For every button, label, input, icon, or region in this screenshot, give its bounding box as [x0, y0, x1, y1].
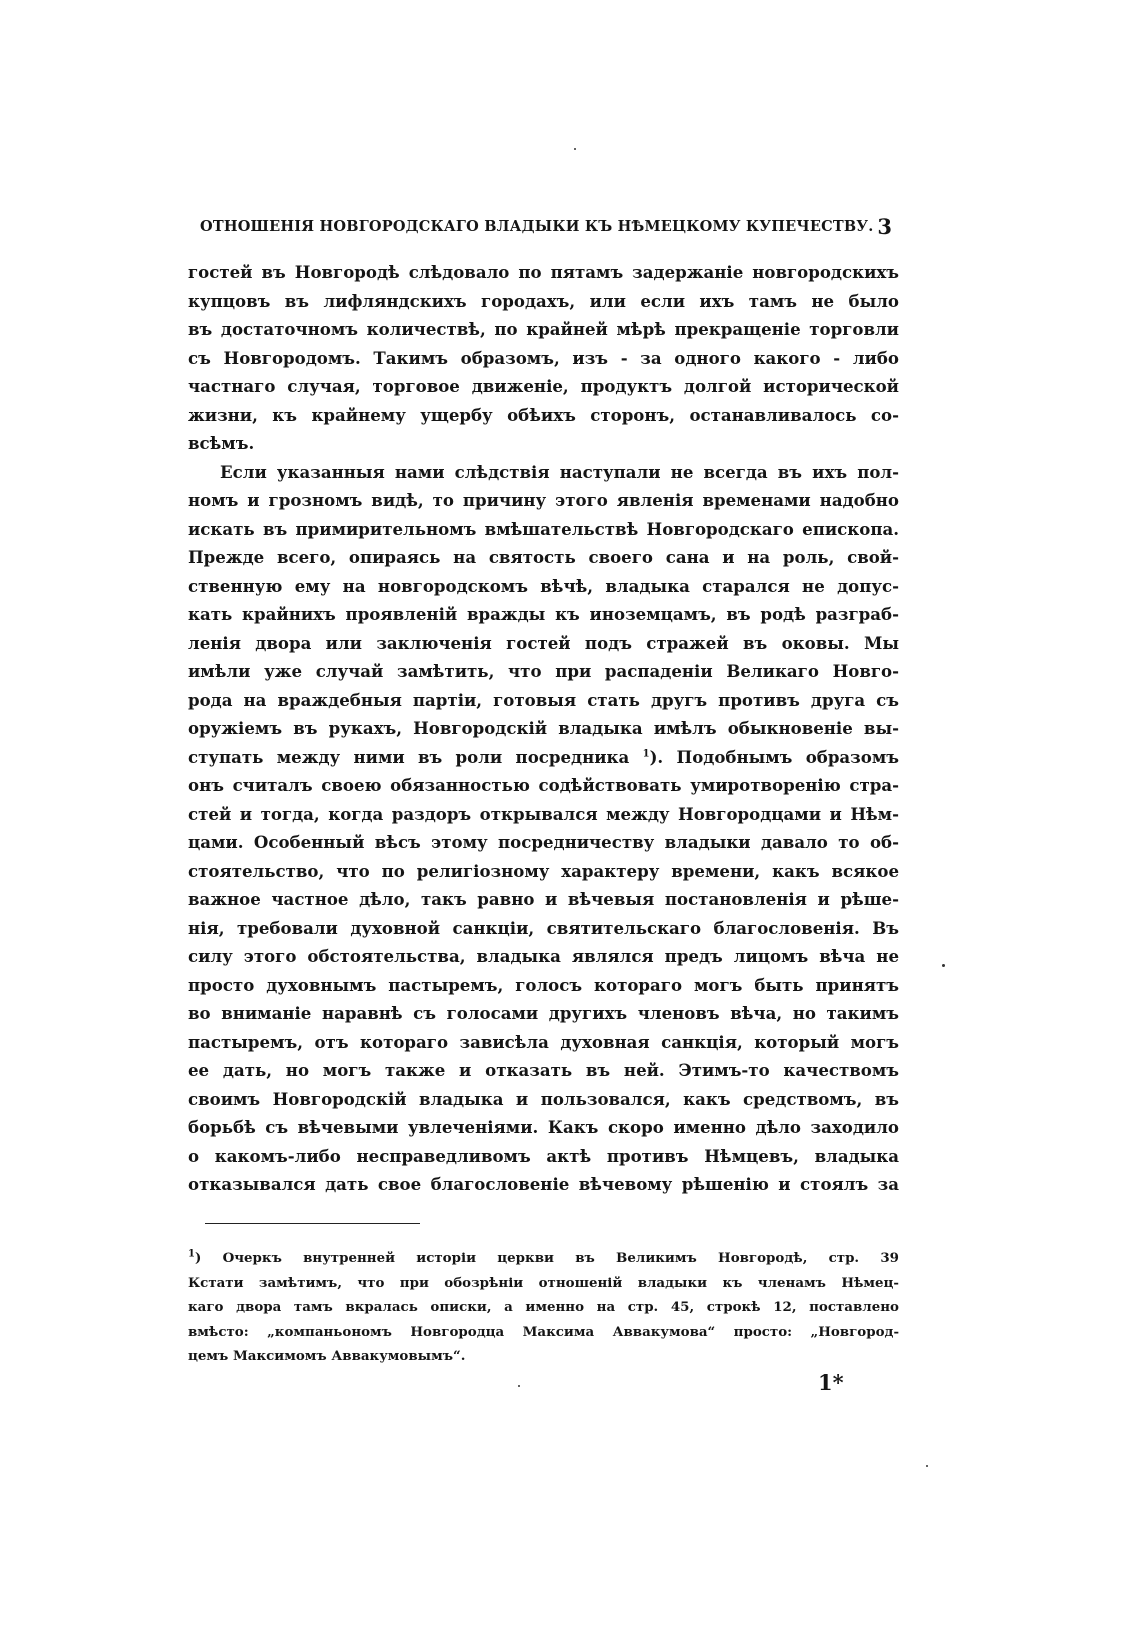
body-line: отказывался дать свое благословеніе вѣчевому рѣшенію и стоялъ за [188, 1174, 899, 1194]
body-line: кать крайнихъ проявленій вражды къ иноземцамъ, въ родѣ разграб- [188, 604, 899, 624]
body-line: просто духовнымъ пастыремъ, голосъ котораго могъ быть принятъ [188, 974, 899, 995]
body-line: съ Новгородомъ. Такимъ образомъ, изъ - за одного какого - либо [188, 347, 899, 368]
body-line: искать въ примирительномъ вмѣшательствѣ Новгородскаго епископа. [188, 518, 899, 539]
scan-speck [942, 964, 945, 967]
body-line: ленія двора или заключенія гостей подъ стражей въ оковы. Мы [188, 632, 899, 653]
body-line: стоятельство, что по религіозному характеру времени, какъ всякое [188, 860, 899, 881]
body-line: купцовъ въ лифляндскихъ городахъ, или если ихъ тамъ не было [188, 290, 899, 311]
body-line: гостей въ Новгородѣ слѣдовало по пятамъ задержаніе новгородскихъ [188, 262, 899, 282]
footnote-line: Кстати замѣтимъ, что при обозрѣніи отношеній владыки къ членамъ Нѣмец- [188, 1274, 899, 1291]
body-line: во вниманіе наравнѣ съ голосами другихъ членовъ вѣча, но такимъ [188, 1003, 899, 1023]
footnote-line-text: ) Очеркъ внутренней исторіи церкви въ Великимъ Новгородѣ, стр. 39 [194, 1250, 899, 1266]
footnote-divider [205, 1223, 420, 1224]
body-line: нія, требовали духовной санкціи, святительскаго благословенія. Въ [188, 917, 899, 938]
footnote-line [188, 1246, 899, 1271]
body-line: онъ считалъ своею обязанностью содѣйствовать умиротворенію стра- [188, 775, 899, 795]
body-line: своимъ Новгородскій владыка и пользовался, какъ средствомъ, въ [188, 1088, 899, 1109]
scan-speck [926, 1465, 928, 1467]
running-title: ОТНОШЕНІЯ НОВГОРОДСКАГО ВЛАДЫКИ КЪ НѢМЕЦКОМУ КУПЕЧЕСТВУ. [200, 218, 874, 235]
body-line: цами. Особенный вѣсъ этому посредничеству владыки давало то об- [188, 832, 899, 852]
footnote-reference: 1 [642, 747, 650, 759]
body-line: стей и тогда, когда раздоръ открывался между Новгородцами и Нѣм- [188, 803, 899, 824]
body-line: важное частное дѣло, такъ равно и вѣчевыя постановленія и рѣше- [188, 889, 899, 909]
body-line: жизни, къ крайнему ущербу обѣихъ сторонъ, останавливалось со- [188, 404, 899, 425]
body-line: въ достаточномъ количествѣ, по крайней мѣрѣ прекращеніе торговли [188, 319, 899, 339]
running-head [200, 212, 892, 242]
body-line: Прежде всего, опираясь на святость своего сана и на роль, свой- [188, 547, 899, 567]
body-line: о какомъ-либо несправедливомъ актѣ противъ Нѣмцевъ, владыка [188, 1145, 899, 1166]
body-line-continuation: ). Подобнымъ образомъ [649, 746, 899, 767]
body-line: пастыремъ, отъ котораго зависѣла духовная санкція, который могъ [188, 1031, 899, 1052]
scan-speck [518, 1385, 520, 1387]
body-line: Если указанныя нами слѣдствія наступали не всегда въ ихъ пол- [220, 461, 899, 482]
footnote-line: цемъ Максимомъ Аввакумовымъ“. [188, 1348, 466, 1364]
scan-speck [574, 148, 576, 150]
footnote-line: каго двора тамъ вкралась описки, а именно на стр. 45, строкѣ 12, поставлено [188, 1299, 899, 1315]
body-line: рода на враждебныя партіи, готовыя стать другъ противъ друга съ [188, 689, 899, 710]
body-line: частнаго случая, торговое движеніе, продуктъ долгой исторической [188, 376, 899, 396]
footnote-marker: 1 [188, 1248, 195, 1260]
body-line: всѣмъ. [188, 433, 255, 453]
body-line: номъ и грозномъ видѣ, то причину этого явленія временами надобно [188, 490, 899, 510]
footnote [188, 1246, 899, 1369]
body-line: силу этого обстоятельства, владыка являлся предъ лицомъ вѣча не [188, 946, 899, 966]
page-number: 3 [877, 214, 892, 239]
body-line: оружіемъ въ рукахъ, Новгородскій владыка имѣлъ обыкновеніе вы- [188, 718, 899, 738]
signature-mark: 1* [818, 1370, 844, 1395]
body-line: борьбѣ съ вѣчевыми увлеченіями. Какъ скоро именно дѣло заходило [188, 1117, 899, 1137]
body-line: ственную ему на новгородскомъ вѣчѣ, владыка старался не допус- [188, 575, 899, 596]
body-text [188, 258, 899, 1199]
body-line-with-footnote [188, 743, 899, 772]
footnote-line: вмѣсто: „компаньономъ Новгородца Максима Аввакумова“ просто: „Новгород- [188, 1323, 899, 1340]
body-line-text: ступать между ними въ роли посредника [188, 746, 630, 767]
body-line: ее дать, но могъ также и отказать въ ней. Этимъ-то качествомъ [188, 1060, 899, 1080]
body-line: имѣли уже случай замѣтить, что при распаденіи Великаго Новго- [188, 661, 899, 681]
